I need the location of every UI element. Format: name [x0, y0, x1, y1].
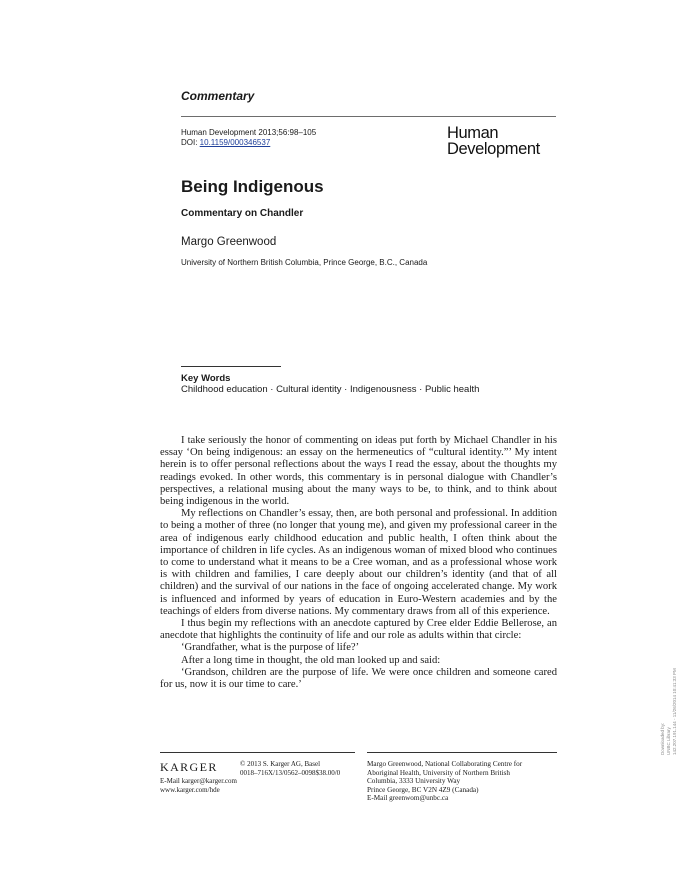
- address-line: Aboriginal Health, University of Northern British: [367, 768, 510, 777]
- body-paragraph: After a long time in thought, the old man looked up and said:: [181, 654, 441, 666]
- journal-citation: Human Development 2013;56:98–105: [181, 128, 317, 137]
- section-label: Commentary: [181, 89, 255, 103]
- journal-logo-line2: Development: [447, 140, 540, 158]
- issn-line: 0018–716X/13/0562–0098$38.00/0: [240, 768, 341, 777]
- download-line: 142.207.191.144 - 11/26/2014 10:41:33 PM: [672, 668, 677, 755]
- body-paragraph: ‘Grandson, children are the purpose of life. We were once children and someone cared for us, now it is our time to care.’: [160, 666, 557, 691]
- author-email[interactable]: E-Mail greenwom@unbc.ca: [367, 794, 449, 803]
- body-paragraph: I thus begin my reflections with an anecdote captured by Cree elder Eddie Bellerose, an anecdote that highlights the continuity of life and our role as adults within that circle:: [160, 618, 557, 642]
- footer-rule-right: [367, 752, 557, 753]
- karger-logo: KARGER: [160, 760, 218, 774]
- key-words-heading: Key Words: [181, 373, 231, 384]
- address-line: Prince George, BC V2N 4Z9 (Canada): [367, 785, 479, 794]
- download-line: Downloaded by:: [660, 722, 665, 755]
- journal-logo: [447, 125, 540, 157]
- footer-rule-left: [160, 752, 355, 753]
- body-paragraph: I take seriously the honor of commenting on ideas put forth by Michael Chandler in his essay ‘On being indigenous: an essay on the hermeneutics of “cultural identity.”’ My intent herein is to offer personal reflections about the ways I read the essay, about the thoughts my readings evoked. In other words, this commentary is in personal dialogue with Chandler’s perspectives, a relational musing about the many ways to be, to think, and to think about being indigenous in the world.: [160, 435, 557, 508]
- copyright-line: © 2013 S. Karger AG, Basel: [240, 760, 321, 768]
- download-line: UNBC Library: [666, 727, 671, 755]
- citation-block: [181, 128, 316, 148]
- article-subtitle: Commentary on Chandler: [181, 208, 304, 219]
- article-title: Being Indigenous: [181, 177, 324, 196]
- doi-prefix: DOI:: [181, 138, 200, 147]
- author-name: Margo Greenwood: [181, 236, 277, 248]
- address-line: Columbia, 3333 University Way: [367, 777, 461, 786]
- download-watermark: [660, 668, 678, 755]
- journal-logo-line1: Human: [447, 124, 499, 142]
- publisher-website[interactable]: www.karger.com/hde: [160, 785, 220, 794]
- correspondence-address: [367, 760, 562, 803]
- doi-link[interactable]: 10.1159/000346537: [199, 138, 271, 147]
- address-line: Margo Greenwood, National Collaborating Centre for: [367, 760, 523, 768]
- key-words-rule: [181, 366, 281, 367]
- body-paragraph: ‘Grandfather, what is the purpose of life?’: [181, 642, 360, 654]
- key-words-list: Childhood education · Cultural identity · Indigenousness · Public health: [181, 384, 480, 395]
- publisher-contact: [160, 777, 237, 794]
- doi-line: [181, 138, 316, 148]
- publisher-email[interactable]: E-Mail karger@karger.com: [160, 777, 237, 785]
- body-paragraph: My reflections on Chandler’s essay, then, are both personal and professional. In addition to being a mother of three (no longer that young me), and given my professional career in the area of indigenous early childhood education and public health, I often think about the importance of children in life cycles. As an indigenous woman of mixed blood who continues to come to understand what it means to be a Cree woman, and as a professional whose work is with children and families, I care deeply about our children’s identity (and that of all children) and the survival of our nations in the face of ongoing accelerated change. My work is influenced and informed by years of education in Euro-Western academies and by the teachings of elders from diverse nations. My commentary draws from all of this experience.: [160, 508, 557, 617]
- body-text: [160, 435, 557, 691]
- publisher-info: [240, 760, 340, 777]
- author-affiliation: University of Northern British Columbia, Prince George, B.C., Canada: [181, 258, 428, 267]
- header-rule: [181, 116, 556, 117]
